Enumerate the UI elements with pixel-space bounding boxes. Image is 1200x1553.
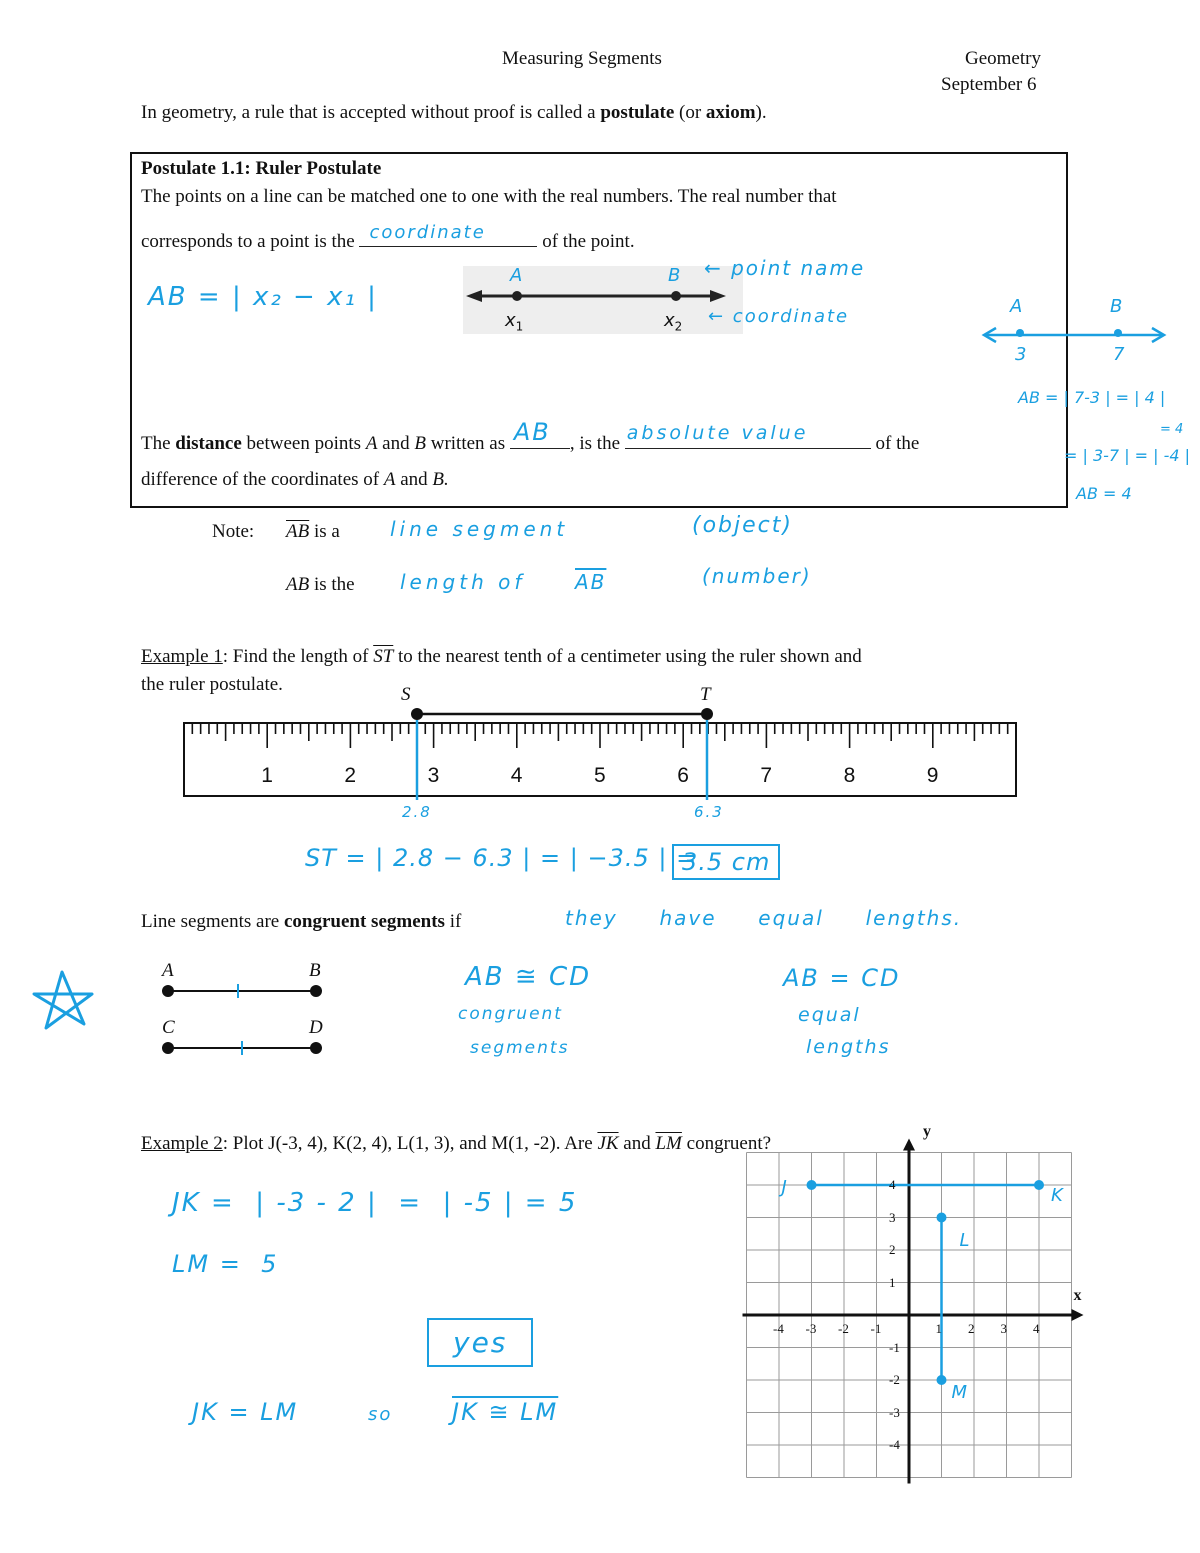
hw-lm-calc: LM = 5 — [172, 1250, 279, 1278]
hw-number: (number) — [702, 564, 812, 588]
side-calc1b: = 4 — [1160, 422, 1184, 437]
hw-ab: AB — [513, 418, 551, 446]
postulate-title: Postulate 1.1: Ruler Postulate — [141, 158, 382, 179]
hw-equality-statement: AB = CD — [783, 964, 901, 992]
hw-distance-formula: AB = | x₂ − x₁ | — [148, 282, 378, 312]
label-c: C — [162, 1017, 175, 1038]
example1-seg: $\overline{ST}$ — [373, 646, 394, 667]
note-ab: AB — [286, 574, 310, 595]
page-title: Measuring Segments — [502, 48, 662, 69]
label-d: D — [309, 1017, 323, 1038]
intro-term-postulate: postulate — [600, 102, 675, 123]
postulate-line2-post: of the point. — [542, 231, 635, 252]
y-axis-arrow-icon — [903, 1139, 915, 1151]
hw-s-value: 2.8 — [402, 803, 432, 821]
dist-a: A — [365, 433, 378, 454]
y-tick-label: 4 — [889, 1177, 896, 1192]
congruent-pre: Line segments are — [141, 911, 280, 932]
x1-sub: 1 — [515, 319, 524, 334]
example2-and: and — [623, 1133, 651, 1154]
fig-point-b: B — [668, 265, 681, 286]
example1-label: Example 1 — [141, 646, 223, 667]
dist-pre: The — [141, 433, 171, 454]
hw-coordinate-arrow: ← coordinate — [708, 306, 850, 327]
ruler-number: 5 — [594, 764, 606, 787]
example2-seg-jk: $\overline{JK}$ — [597, 1133, 619, 1154]
ruler-number: 3 — [427, 764, 440, 787]
point-m — [937, 1375, 947, 1385]
intro-pre: In geometry, a rule that is accepted without proof is called a — [141, 102, 596, 123]
hw-point-name: ← point name — [704, 256, 866, 280]
fig-point-a: A — [510, 265, 523, 286]
subject-label: Geometry — [965, 48, 1041, 69]
x2-sub: 2 — [674, 319, 683, 334]
note-is-the: is the — [313, 574, 355, 595]
side-coord-a: 3 — [1015, 344, 1029, 365]
x-tick-label: -2 — [838, 1321, 849, 1336]
intro-post: ). — [755, 102, 767, 123]
y-tick-label: -4 — [889, 1437, 900, 1452]
dist-term: distance — [175, 433, 242, 454]
hw-ab-bar: $\overline{AB}$ — [575, 570, 607, 594]
dist-and: and — [382, 433, 410, 454]
side-calc1: AB = | 7-3 | = | 4 | — [1018, 388, 1166, 407]
y-tick-label: -3 — [889, 1404, 900, 1420]
dist-of-the: of the — [875, 433, 920, 454]
y-tick-label: 3 — [889, 1209, 896, 1225]
example1-line2: the ruler postulate. — [141, 674, 283, 695]
hw-st-work: ST = | 2.8 − 6.3 | = | −3.5 | = — [305, 844, 698, 872]
congruent-post: if — [449, 911, 462, 932]
intro-mid: (or — [679, 102, 702, 123]
last-and: and — [400, 469, 428, 490]
point-label-k: K — [1051, 1185, 1063, 1206]
hw-segments-label: segments — [470, 1038, 570, 1058]
y-tick-label: 2 — [889, 1242, 896, 1257]
hw-congruence-statement: AB ≅ CD — [465, 962, 592, 992]
y-tick-label: -1 — [889, 1339, 900, 1355]
hw-reason: they have equal lengths. — [565, 906, 963, 930]
note-label: Note: — [212, 521, 255, 542]
ruler-number: 2 — [344, 764, 357, 787]
ruler-point-t-label: T — [700, 684, 711, 705]
side-coord-b: 7 — [1113, 344, 1127, 365]
hw-st-answer: 3.5 cm — [672, 844, 780, 880]
dist-b: B — [414, 433, 426, 454]
example2-label: Example 2 — [141, 1133, 223, 1154]
x-axis-label: x — [1073, 1287, 1082, 1304]
y-tick-label: -2 — [889, 1372, 900, 1387]
x-tick-label: -4 — [773, 1321, 784, 1336]
x-axis-arrow-icon — [1072, 1309, 1084, 1321]
label-b: B — [309, 960, 321, 981]
point-label-m: M — [951, 1382, 968, 1403]
point-j — [807, 1180, 817, 1190]
side-calc2: = | 3-7 | = | -4 | — [1064, 446, 1191, 465]
hw-t-value: 6.3 — [694, 803, 724, 821]
note-is-a: is a — [313, 521, 340, 542]
x-tick-label: 4 — [1033, 1321, 1040, 1336]
x1-var: x — [505, 310, 516, 331]
hw-jk-calc: JK = | -3 - 2 | = | -5 | = 5 — [172, 1188, 578, 1218]
hw-jk-eq-lm: JK = LM — [192, 1398, 299, 1426]
example2-post: congruent? — [686, 1133, 772, 1154]
hw-object: (object) — [692, 513, 793, 538]
last-b: B. — [432, 469, 449, 490]
note-ab-bar: $\overline{AB}$ — [286, 521, 310, 542]
postulate-line1: The points on a line can be matched one to one with the real numbers. The real number that — [141, 186, 837, 207]
point-l — [937, 1213, 947, 1223]
x-tick-label: 2 — [968, 1321, 975, 1336]
hw-equal-label: equal — [798, 1004, 861, 1026]
side-label-b: B — [1110, 296, 1125, 317]
ruler-number: 9 — [926, 764, 939, 787]
ruler-point-s-label: S — [401, 684, 411, 705]
date-label: September 6 — [941, 74, 1037, 95]
label-a: A — [162, 960, 174, 981]
hw-lengths-label: lengths — [806, 1036, 891, 1058]
intro-term-axiom: axiom — [705, 102, 756, 123]
example2-seg-lm: $\overline{LM}$ — [655, 1133, 682, 1154]
last-a: A — [383, 469, 396, 490]
x2-var: x — [664, 310, 675, 331]
last-pre: difference of the coordinates of — [141, 469, 380, 490]
ruler-number: 1 — [261, 764, 273, 787]
point-label-l: L — [959, 1229, 970, 1251]
dist-written: written as — [430, 433, 506, 454]
postulate-line2-pre: corresponds to a point is the — [141, 231, 355, 252]
congruent-term: congruent segments — [283, 911, 445, 932]
x-tick-label: -1 — [870, 1321, 882, 1336]
y-axis-label: y — [923, 1122, 931, 1140]
hw-so: so — [368, 1404, 393, 1425]
side-label-a: A — [1010, 296, 1025, 317]
ruler-number: 6 — [677, 764, 689, 787]
y-tick-label: 1 — [889, 1274, 896, 1290]
hw-length-of: length of — [400, 570, 526, 594]
grid-axes — [743, 1139, 1084, 1484]
example1-text: : Find the length of — [222, 646, 369, 667]
dist-mid: between points — [246, 433, 362, 454]
hw-line-segment: line segment — [390, 517, 569, 541]
point-k — [1034, 1180, 1044, 1190]
hw-yes-answer: yes — [427, 1318, 533, 1367]
point-label-j: J — [781, 1177, 787, 1198]
example2-text: : Plot J(-3, 4), K(2, 4), L(1, 3), and M(1, -2). Are — [222, 1133, 593, 1154]
hw-jk-cong-lm: JK ≅ LM — [452, 1398, 559, 1426]
dist-is-the: , is the — [569, 433, 621, 454]
side-calc3: AB = 4 — [1076, 484, 1132, 503]
ruler-number: 8 — [843, 764, 856, 787]
hw-coordinate: coordinate — [369, 222, 486, 243]
example1-text2: to the nearest tenth of a centimeter using the ruler shown and — [398, 646, 862, 667]
hw-absolute-value: absolute value — [626, 422, 809, 444]
ruler-number: 7 — [760, 764, 773, 787]
x-tick-label: 3 — [1000, 1321, 1007, 1336]
ruler-number: 4 — [510, 764, 523, 787]
x-tick-label: 1 — [935, 1321, 942, 1336]
x-tick-label: -3 — [805, 1321, 817, 1336]
hw-congruent-label: congruent — [458, 1004, 563, 1024]
